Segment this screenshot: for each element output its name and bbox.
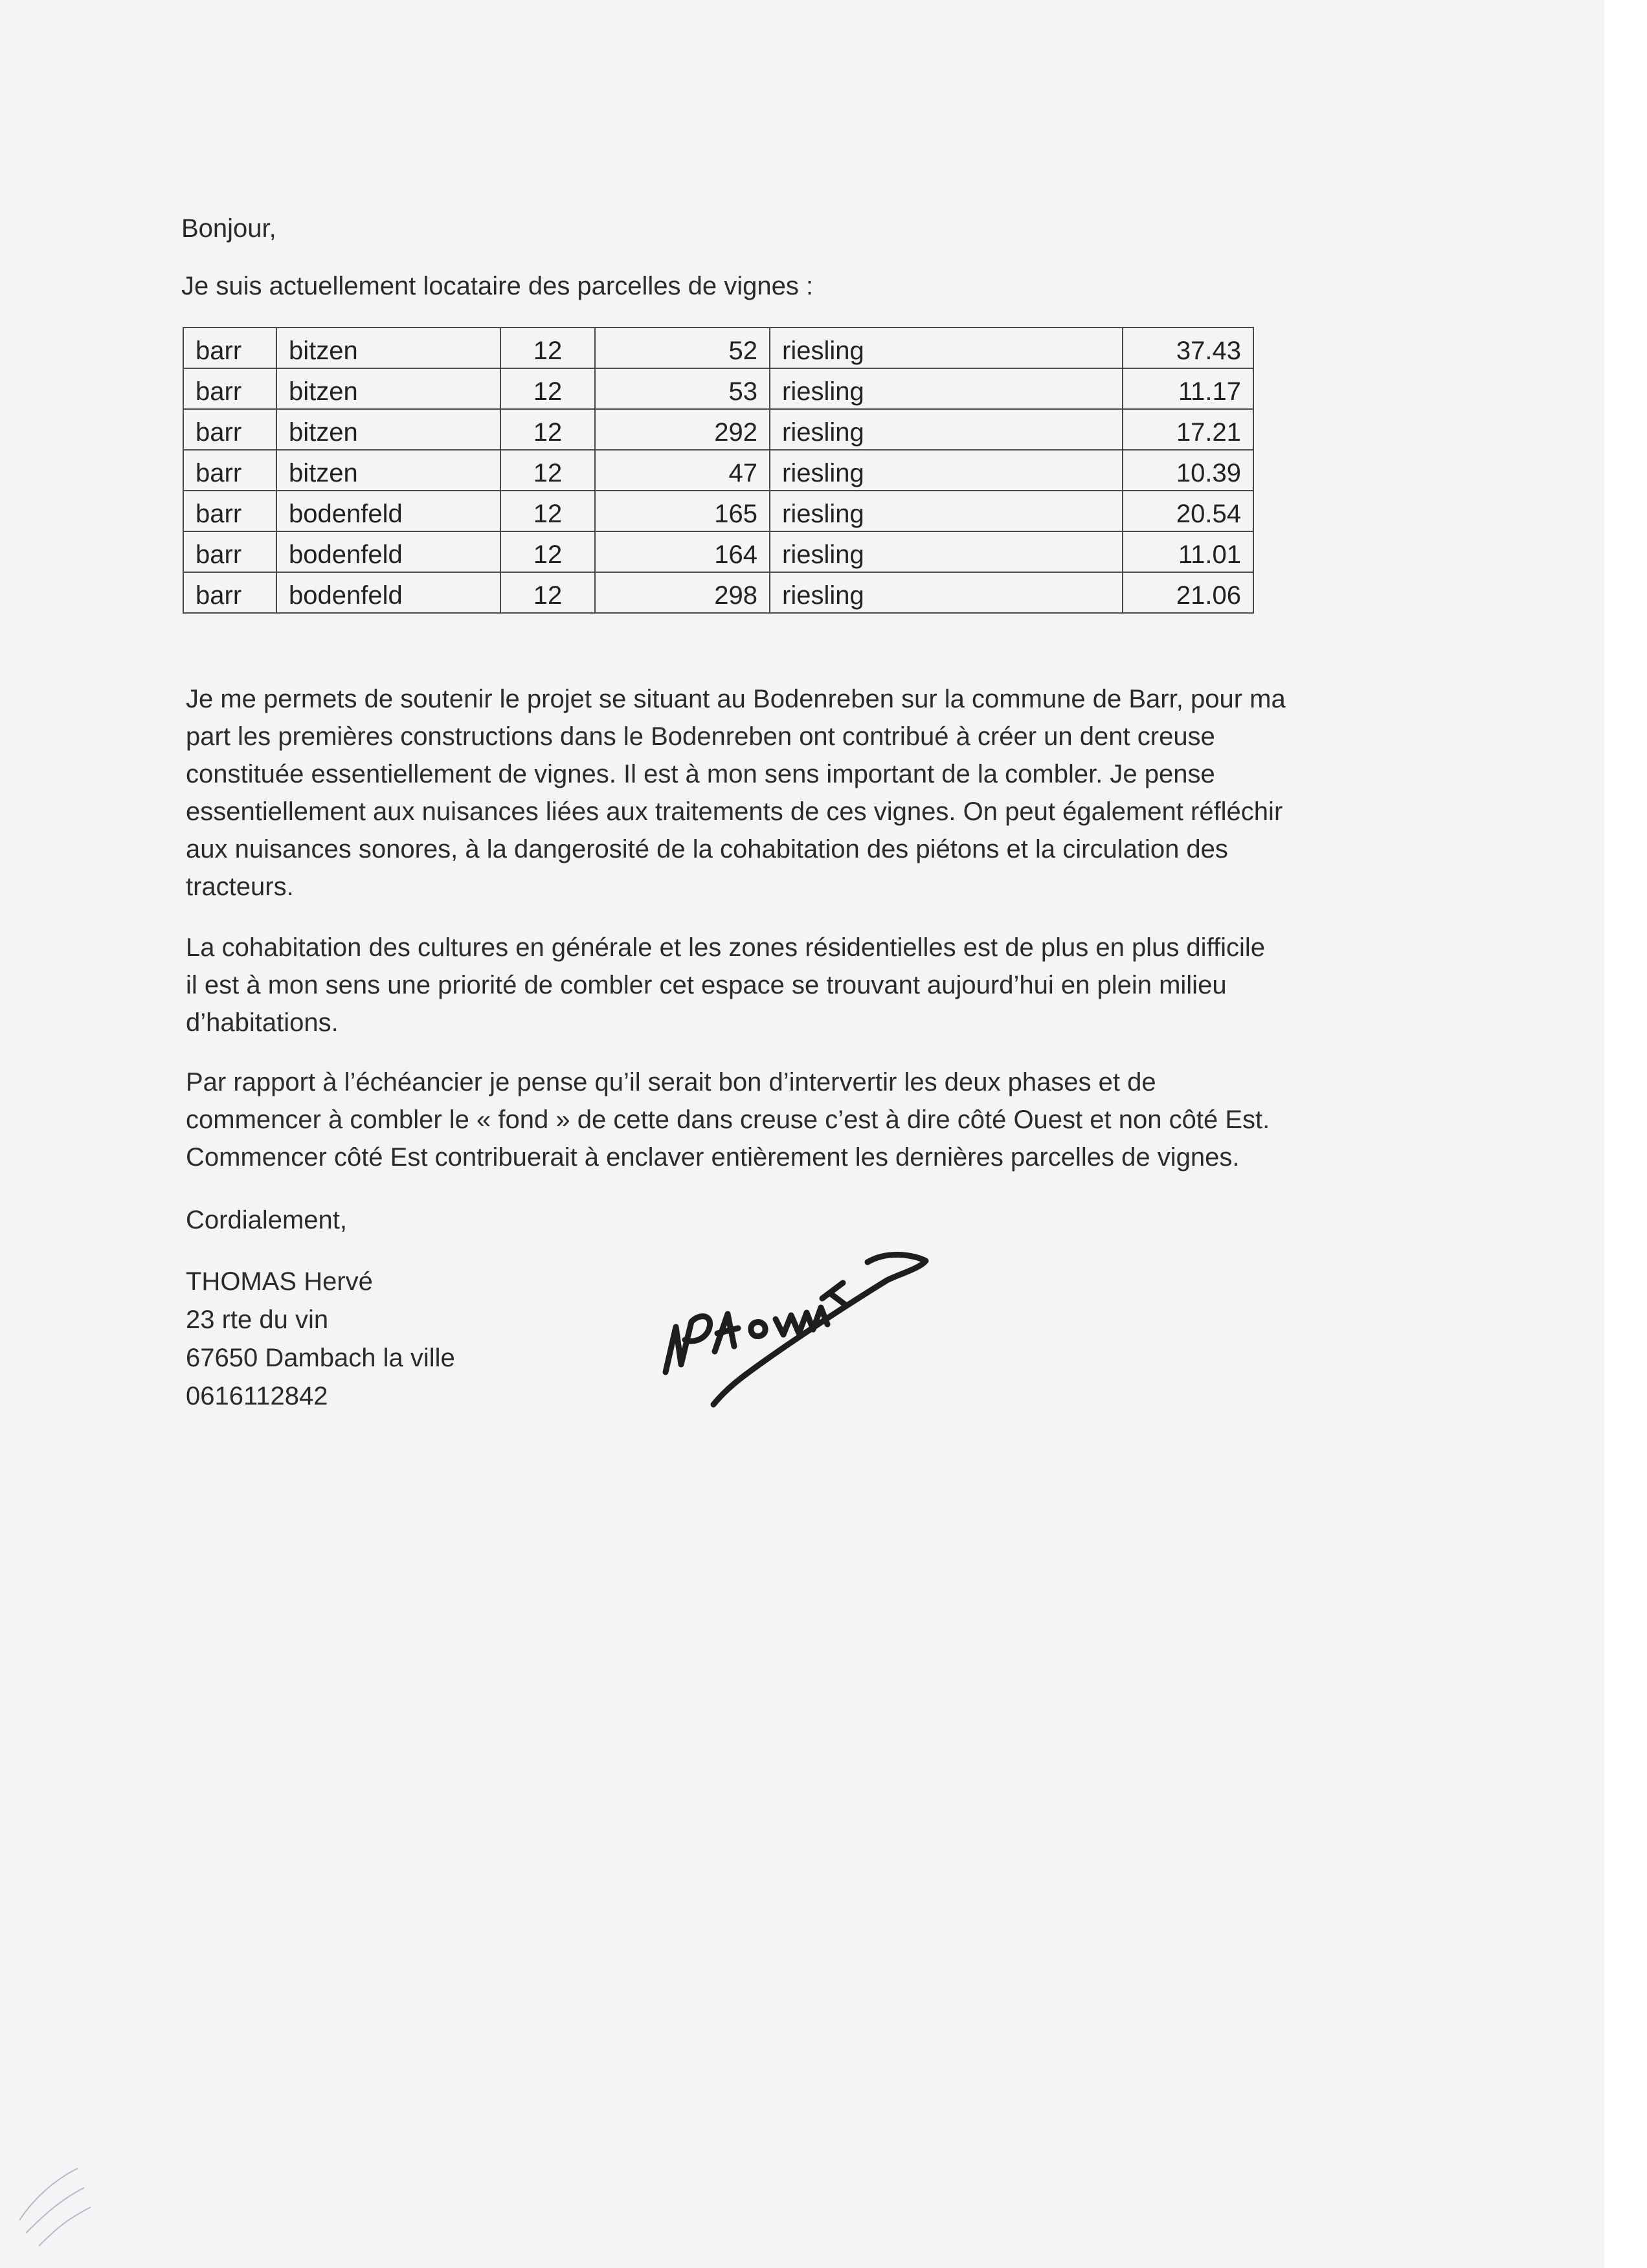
paragraph-line: La cohabitation des cultures en générale et les zones résidentielles est de plus en plus difficile: [186, 933, 1265, 962]
parcel-numero-cell: 53: [595, 368, 770, 409]
paragraph-line: d’habitations.: [186, 1008, 339, 1037]
paragraph-line: part les premières constructions dans le Bodenreben ont contribué à créer un dent creuse: [186, 722, 1215, 751]
parcel-cepage-cell: riesling: [770, 491, 1123, 531]
scanner-page-edge: [1604, 0, 1647, 2268]
paragraph-support: [186, 680, 1571, 906]
parcel-row: [183, 531, 1253, 572]
parcel-commune-cell: barr: [183, 328, 276, 368]
parcel-row: [183, 491, 1253, 531]
parcel-commune-cell: barr: [183, 531, 276, 572]
parcel-commune-cell: barr: [183, 491, 276, 531]
paragraph-line: constituée essentiellement de vignes. Il est à mon sens important de la combler. Je pense: [186, 760, 1215, 788]
parcel-row: [183, 409, 1253, 450]
paragraph-line: tracteurs.: [186, 873, 294, 901]
parcel-lieu-cell: bodenfeld: [276, 531, 500, 572]
parcel-lieu-cell: bitzen: [276, 450, 500, 491]
parcel-cepage-cell: riesling: [770, 368, 1123, 409]
greeting: Bonjour,: [181, 214, 276, 243]
paragraph-line: Par rapport à l’échéancier je pense qu’il serait bon d’intervertir les deux phases et de: [186, 1068, 1156, 1096]
parcel-cepage-cell: riesling: [770, 450, 1123, 491]
parcels-table-body: [183, 328, 1253, 613]
paragraph-line: Commencer côté Est contribuerait à enclaver entièrement les dernières parcelles de vignes.: [186, 1143, 1240, 1172]
paragraph-line: aux nuisances sonores, à la dangerosité de la cohabitation des piétons et la circulation des: [186, 835, 1228, 863]
parcel-commune-cell: barr: [183, 409, 276, 450]
parcel-surface-cell: 17.21: [1123, 409, 1253, 450]
parcel-row: [183, 368, 1253, 409]
parcel-lieu-cell: bitzen: [276, 409, 500, 450]
parcel-section-cell: 12: [500, 368, 595, 409]
intro-line: Je suis actuellement locataire des parcelles de vignes :: [181, 272, 814, 300]
parcel-surface-cell: 20.54: [1123, 491, 1253, 531]
paragraph-line: il est à mon sens une priorité de combler cet espace se trouvant aujourd’hui en plein milieu: [186, 971, 1227, 999]
sender-phone: 0616112842: [186, 1382, 328, 1410]
parcel-numero-cell: 52: [595, 328, 770, 368]
sender-city: 67650 Dambach la ville: [186, 1344, 455, 1372]
paragraph-line: essentiellement aux nuisances liées aux traitements de ces vignes. On peut également réfléchir: [186, 797, 1283, 826]
parcel-commune-cell: barr: [183, 368, 276, 409]
sender-name: THOMAS Hervé: [186, 1267, 373, 1296]
parcel-lieu-cell: bodenfeld: [276, 572, 500, 613]
paragraph-line: commencer à combler le « fond » de cette dans creuse c’est à dire côté Ouest et non côté Est.: [186, 1106, 1270, 1134]
paragraph-line: Je me permets de soutenir le projet se situant au Bodenreben sur la commune de Barr, pour ma: [186, 685, 1286, 713]
parcel-cepage-cell: riesling: [770, 409, 1123, 450]
parcel-numero-cell: 298: [595, 572, 770, 613]
parcel-numero-cell: 164: [595, 531, 770, 572]
paragraph-cohabitation: [186, 929, 1571, 1041]
parcel-lieu-cell: bodenfeld: [276, 491, 500, 531]
parcel-lieu-cell: bitzen: [276, 328, 500, 368]
parcel-surface-cell: 37.43: [1123, 328, 1253, 368]
parcel-lieu-cell: bitzen: [276, 368, 500, 409]
scan-artifact-mark: [13, 2123, 117, 2252]
parcel-numero-cell: 47: [595, 450, 770, 491]
parcel-row: [183, 328, 1253, 368]
parcel-section-cell: 12: [500, 328, 595, 368]
sender-street: 23 rte du vin: [186, 1306, 329, 1334]
parcel-cepage-cell: riesling: [770, 328, 1123, 368]
parcels-table: [183, 327, 1254, 614]
parcel-surface-cell: 10.39: [1123, 450, 1253, 491]
parcel-row: [183, 450, 1253, 491]
sender-address: [186, 1263, 455, 1416]
parcel-section-cell: 12: [500, 491, 595, 531]
paragraph-schedule: [186, 1063, 1571, 1176]
parcel-numero-cell: 292: [595, 409, 770, 450]
parcel-section-cell: 12: [500, 531, 595, 572]
parcel-commune-cell: barr: [183, 450, 276, 491]
parcel-cepage-cell: riesling: [770, 572, 1123, 613]
parcel-surface-cell: 11.17: [1123, 368, 1253, 409]
parcel-section-cell: 12: [500, 450, 595, 491]
parcel-cepage-cell: riesling: [770, 531, 1123, 572]
parcel-surface-cell: 21.06: [1123, 572, 1253, 613]
parcel-commune-cell: barr: [183, 572, 276, 613]
parcel-section-cell: 12: [500, 572, 595, 613]
closing: Cordialement,: [186, 1206, 348, 1234]
parcel-section-cell: 12: [500, 409, 595, 450]
parcel-row: [183, 572, 1253, 613]
parcel-numero-cell: 165: [595, 491, 770, 531]
handwritten-signature: [654, 1243, 1055, 1450]
parcel-surface-cell: 11.01: [1123, 531, 1253, 572]
